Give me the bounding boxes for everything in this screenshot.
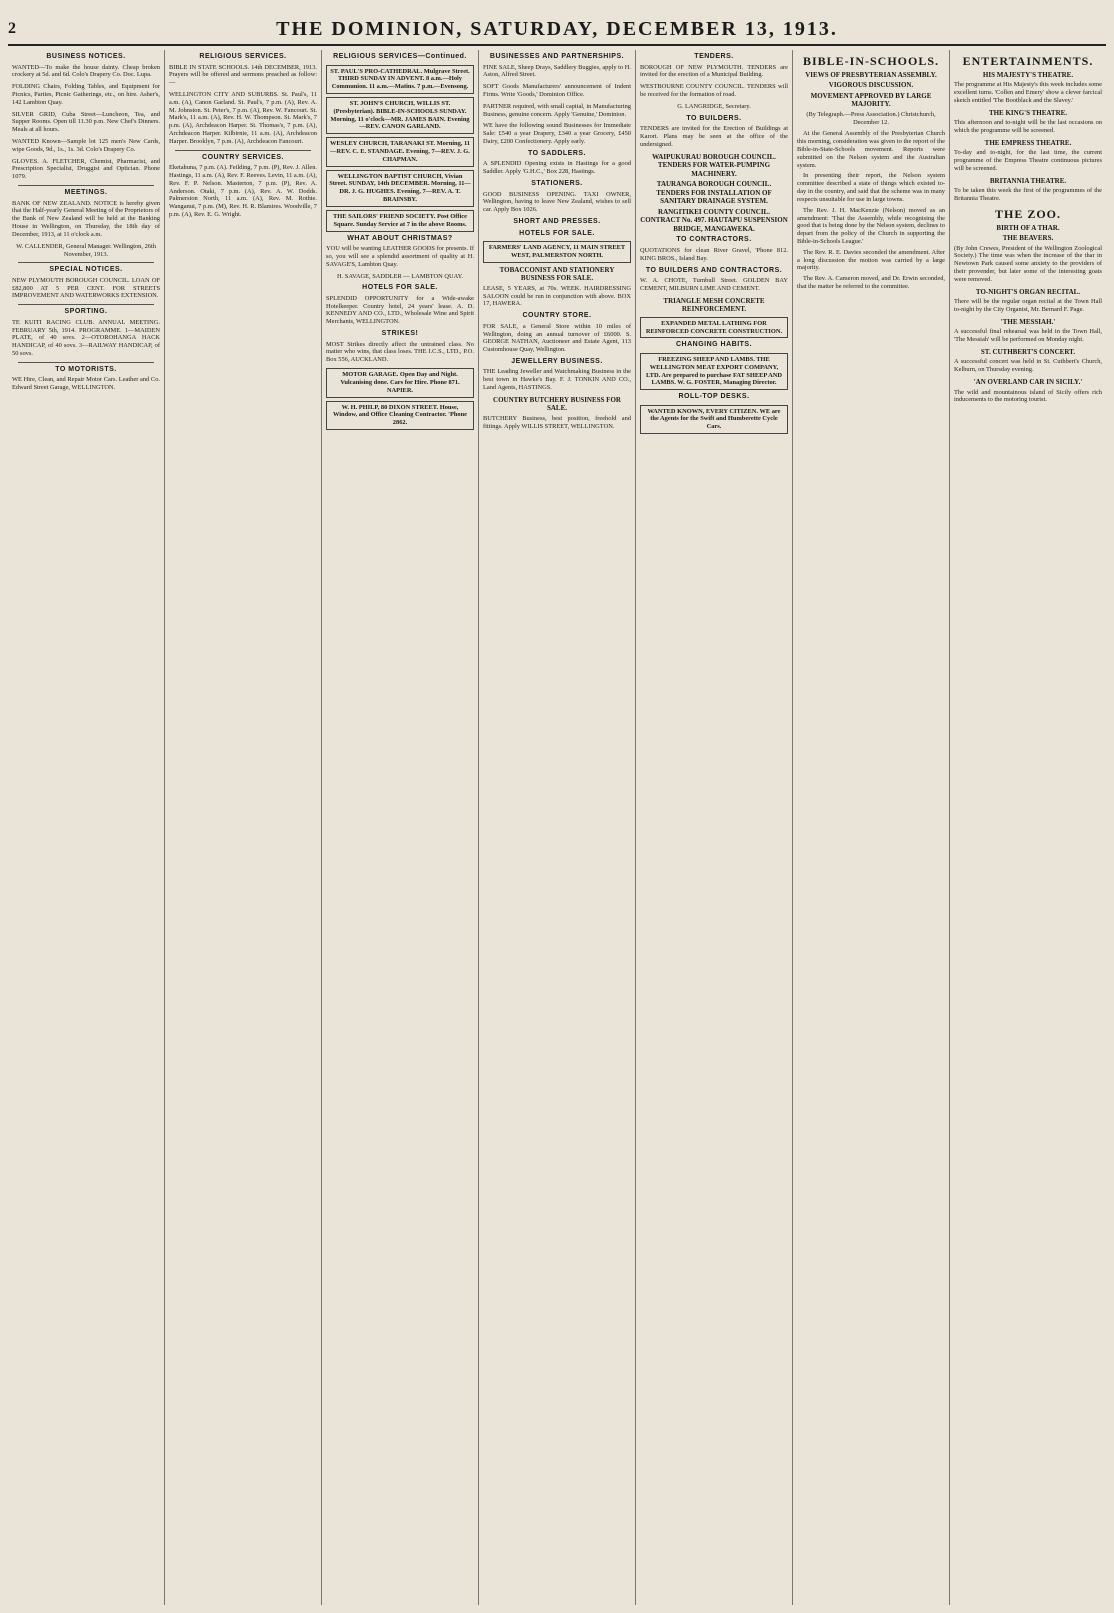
- article-dateline: (By Telegraph.—Press Association.) Christchurch, December 12.: [806, 110, 936, 126]
- article-subheading: THE BEAVERS.: [1002, 234, 1054, 243]
- ad: SPLENDID OPPORTUNITY for a Wide-awake Hotelkeeper. Country hotel, 24 years' lease. A. D. KENNEDY AND CO., LTD., Wholesale Wine and Spirit Merchants, WELLINGTON.: [326, 294, 474, 326]
- church-notice: ST. PAUL'S PRO-CATHEDRAL. Mulgrave Street. THIRD SUNDAY IN ADVENT. 8 a.m.—Holy Communion. 11 a.m.—Matins. 7 p.m.—Evensong.: [326, 65, 474, 94]
- article-paragraph: A successful final rehearsal was held in the Town Hall, 'The Messiah' will be performed on Monday night.: [954, 328, 1102, 344]
- sub-heading: 'AN OVERLAND CAR IN SICILY.': [973, 378, 1083, 387]
- ad: EXPANDED METAL LATHING FOR REINFORCED CONCRETE CONSTRUCTION.: [640, 317, 788, 339]
- sporting-notice: TE KUITI RACING CLUB. ANNUAL MEETING. FEBRUARY 5th, 1914. PROGRAMME. 1—MAIDEN PLATE, of 40 sovs. 2—OTOROHANGA HACK HANDICAP, of 40 sovs. 3—RAILWAY HANDICAP, of 50 sovs.: [12, 318, 160, 358]
- meeting-notice: BANK OF NEW ZEALAND. NOTICE is hereby given that the Half-yearly General Meeting of the Proprietors of the Bank of New Zealand will be held at the Banking House in Wellington, on Thursday, the 18th day of December, 1913, at 11 o'clock a.m.: [12, 199, 160, 238]
- sub-heading: THE EMPRESS THEATRE.: [984, 138, 1072, 147]
- section-heading: RELIGIOUS SERVICES.: [199, 53, 287, 60]
- article-paragraph: A successful concert was held in St. Cuthbert's Church, Kelburn, on Thursday evening.: [954, 358, 1102, 374]
- column-religious-services: [165, 50, 322, 1605]
- meeting-signature: W. CALLENDER, General Manager. Wellington, 26th November, 1913.: [16, 242, 156, 258]
- ad: WE have the following sound Businesses for Immediate Sale: £540 a year Drapery, £340 a year Grocery, £450 Dairy, £200 Confectionery. Apply early.: [483, 122, 631, 146]
- section-heading: RELIGIOUS SERVICES—Continued.: [333, 53, 467, 60]
- section-heading: TO BUILDERS.: [686, 114, 742, 122]
- article-paragraph: At the General Assembly of the Presbyterian Church this morning, consideration was given to the report of the Bible-in-State-Schools movement. Reports were submitted on the Nelson system and the Australian system.: [797, 130, 945, 169]
- sub-heading: 'THE MESSIAH.': [1000, 317, 1056, 326]
- ad: YOU will be wanting LEATHER GOODS for presents. If so, you will see a splendid assortment of quality at H. SAVAGE'S, Lambton Quay.: [326, 245, 474, 268]
- article-subheading: MOVEMENT APPROVED BY LARGE MAJORITY.: [810, 91, 932, 109]
- ad-signature: G. LANGRIDGE, Secretary.: [677, 102, 751, 110]
- ad: SILVER GRID, Cuba Street—Luncheon, Tea, and Supper Rooms. Open till 11.30 p.m. New Chef's Dinners. Meals at all hours.: [12, 110, 160, 134]
- article-paragraph: The Rev. J. H. MacKenzie (Nelson) moved as an amendment: 'That the Assembly, while recognising the good that is being done by the Nelson system, declines to depart from the policy of the Church in supporting the Bible-in-Schools League.': [797, 206, 945, 245]
- article-paragraph: The Rev. A. Cameron moved, and Dr. Erwin seconded, that the matter be referred to the committee.: [797, 275, 945, 290]
- ad: WANTED Known—Sample lot 125 men's New Cards, wipe Goods, 9d., 1s., 1s. 3d. Colo's Drapery Co.: [12, 138, 160, 153]
- section-heading: BUSINESS NOTICES.: [46, 53, 126, 60]
- church-notice: ST. JOHN'S CHURCH, WILLIS ST. (Presbyterian). BIBLE-IN-SCHOOLS SUNDAY. Morning, 11 o'clock—MR. JAMES BAIN. Evening—REV. CANON GARLAND.: [326, 97, 474, 134]
- ad: FOR SALE, a General Store within 10 miles of Wellington, doing an annual turnover of £6000. S. GEORGE NATHAN, Auctioneer and Estate Agent, 113 Customhouse Quay, Wellington.: [483, 322, 631, 354]
- article-headline: THE ZOO.: [994, 206, 1061, 221]
- ad: FOLDING Chairs, Folding Tables, and Equipment for Picnics, Parties, Picnic Gatherings, etc., on hire. Asher's, 142 Lambton Quay.: [12, 83, 160, 106]
- church-notice: WELLINGTON BAPTIST CHURCH, Vivian Street. SUNDAY, 14th DECEMBER. Morning, 11—DR. J. G. HUGHES. Evening, 7—REV. A. T. BRAINSBY.: [326, 170, 474, 207]
- ad: W. H. PHILP, 80 DIXON STREET. House, Window, and Office Cleaning Contractor. 'Phone 2862.: [326, 401, 474, 430]
- sub-heading: TAURANGA BOROUGH COUNCIL. TENDERS FOR INSTALLATION OF SANITARY DRAINAGE SYSTEM.: [656, 180, 772, 206]
- column-entertainments: [950, 50, 1106, 1605]
- ad: WANTED—To make the house dainty. Cheap broken crockery at 5d. and 6d. Colo's Drapery Co. Doc. Lupa.: [12, 63, 160, 79]
- ad: GOOD BUSINESS OPENING. TAXI OWNER, Wellington, having to leave New Zealand, wishes to sell car. Apply Box 1026.: [483, 190, 631, 214]
- ad: MOTOR GARAGE. Open Day and Night. Vulcanising done. Cars for Hire. Phone 871. NAPIER.: [326, 368, 474, 397]
- article-paragraph: The wild and mountainous island of Sicily offers rich inducements to the motoring tourist.: [954, 388, 1102, 404]
- ad: W. A. CHOTE, Turnbull Street. GOLDEN BAY CEMENT, MILBURN LIME AND CEMENT.: [640, 277, 788, 292]
- section-heading: HOTELS FOR SALE.: [519, 229, 595, 237]
- ad: SOFT Goods Manufacturers' announcement of Indent Firms. Write 'Goods,' Dominion Office.: [483, 83, 631, 98]
- ad: WANTED KNOWN, EVERY CITIZEN. WE are the Agents for the Swift and Humberette Cycle Cars.: [640, 405, 788, 434]
- sub-heading: TRIANGLE MESH CONCRETE REINFORCEMENT.: [663, 296, 765, 314]
- ad: FARMERS' LAND AGENCY, 11 MAIN STREET WEST, PALMERSTON NORTH.: [483, 241, 631, 263]
- ad: LEASE, 5 YEARS, at 70s. WEEK. HAIRDRESSING SALOON could be run in conjunction with above. BOX 17, HAWERA.: [483, 284, 631, 308]
- divider: [18, 304, 154, 305]
- sub-heading: TOBACCONIST AND STATIONERY BUSINESS FOR SALE.: [499, 265, 615, 283]
- section-heading: TO CONTRACTORS.: [676, 236, 752, 244]
- column-bible-in-schools: [793, 50, 950, 1605]
- services-list: WELLINGTON CITY AND SUBURBS. St. Paul's, 11 a.m. (A), Canon Garland. St. Paul's, 7 p.m. (A), Rev. A. M. Johnston. St. Peter's, 7 p.m. (A), Rev. W. Fancourt. St. Mark's, 11 a.m. (A), Rev. H. W. Thompson. St. Mark's, 7 p.m. (A), Archdeacon Harper. St. Thomas's, 7 p.m. (A), Archdeacon Harper. Kilbirnie, 11 a.m. (A), Archdeacon Harper. Brooklyn, 7 p.m. (A), Archdeacon Fancourt.: [169, 90, 317, 145]
- ad: QUOTATIONS for clean River Gravel, 'Phone 812. KING BROS., Island Bay.: [640, 246, 788, 262]
- church-notice: WESLEY CHURCH, TARANAKI ST. Morning, 11—REV. C. E. STANDAGE. Evening, 7—REV. J. G. CHAPMAN.: [326, 137, 474, 166]
- ad: THE Leading Jeweller and Watchmaking Business in the best town in Hawke's Bay. F. J. TONKIN AND CO., Land Agents, HASTINGS.: [483, 368, 631, 392]
- ad: BOROUGH OF NEW PLYMOUTH. TENDERS are invited for the erection of a Municipal Building.: [640, 63, 788, 79]
- sub-heading: TO-NIGHT'S ORGAN RECITAL.: [975, 287, 1081, 296]
- section-heading: STATIONERS.: [531, 180, 583, 187]
- masthead: [8, 20, 1106, 46]
- section-heading: SPORTING.: [64, 308, 108, 316]
- ad: PARTNER required, with small capital, in Manufacturing Business, genuine concern. Apply 'Genuine,' Dominion.: [483, 102, 631, 118]
- sub-heading: RANGITIKEI COUNTY COUNCIL. CONTRACT No. 497. HAUTAPU SUSPENSION BRIDGE, MANGAWEKA.: [640, 207, 788, 233]
- ad-signature: H. SAVAGE, SADDLER — LAMBTON QUAY.: [336, 272, 464, 280]
- article-headline: BIBLE-IN-SCHOOLS.: [802, 54, 940, 68]
- divider: [18, 185, 154, 186]
- special-notice: NEW PLYMOUTH BOROUGH COUNCIL. LOAN OF £82,800 AT 5 PER CENT. FOR STREETS IMPROVEMENT AND WATERWORKS EXTENSION.: [12, 276, 160, 300]
- article-subheading: VIEWS OF PRESBYTERIAN ASSEMBLY.: [805, 70, 937, 79]
- section-heading: SHORT AND PRESSES.: [513, 217, 601, 225]
- divider: [18, 362, 154, 363]
- article-paragraph: To be taken this week the first of the programmes of the Britannia Theatre.: [954, 187, 1102, 203]
- country-services: Eketahuna, 7 p.m. (A). Feilding, 7 p.m. (P), Rev. J. Allen. Hastings, 11 a.m. (A), Rev. F. Reeves. Levin, 11 a.m. (A), Rev. F. P. Nelson. Masterton, 7 p.m. (P), Rev. A. Anderson. Otaki, 7 p.m. (A), Rev. A. W. Dodds. Palmerston North, 11 a.m. (A), Rev. M. Rothie. Wanganui, 7 p.m. (M), Rev. H. R. Blamires. Woodville, 7 p.m. (A), Rev. E. G. Wright.: [169, 164, 317, 219]
- motorists-notice: WE Hire, Clean, and Repair Motor Cars. Leather and Co. Edward Street Garage, WELLINGTON.: [12, 376, 160, 392]
- sub-heading: BRITANNIA THEATRE.: [989, 176, 1067, 185]
- sub-heading: WAIPUKURAU BOROUGH COUNCIL. TENDERS FOR WATER-PUMPING MACHINERY.: [652, 152, 776, 178]
- article-paragraph: The Rev. R. E. Davies seconded the amendment. After a long discussion the motion was carried by a large majority.: [797, 248, 945, 272]
- column-business-notices: [8, 50, 165, 1605]
- column-businesses: [479, 50, 636, 1605]
- section-heading: CHANGING HABITS.: [675, 341, 753, 349]
- divider: [18, 262, 154, 263]
- sub-heading: ST. CUTHBERT'S CONCERT.: [980, 347, 1076, 356]
- column-religious-continued: [322, 50, 479, 1605]
- section-heading: SPECIAL NOTICES.: [49, 266, 123, 274]
- column-tenders: [636, 50, 793, 1605]
- section-heading: WHAT ABOUT CHRISTMAS?: [347, 234, 453, 242]
- section-heading: TO MOTORISTS.: [55, 365, 117, 373]
- section-heading: JEWELLERY BUSINESS.: [511, 357, 603, 365]
- section-heading: HOTELS FOR SALE.: [362, 284, 438, 292]
- ad: A SPLENDID Opening exists in Hastings for a good Saddler. Apply 'G.H.C.,' Box 228, Hastings.: [483, 160, 631, 176]
- ad: MOST Strikes directly affect the untrained class. No matter who wins, that class loses. THE I.C.S., LTD., P.O. Box 556, AUCKLAND.: [326, 340, 474, 364]
- page-number: 2: [8, 20, 16, 37]
- ad: TENDERS are invited for the Erection of Buildings at Karori. Plans may be seen at the office of the undersigned.: [640, 125, 788, 148]
- article-subheading: VIGOROUS DISCUSSION.: [828, 81, 914, 90]
- article-paragraph: (By John Crewes, President of the Wellington Zoological Society.) The time was when the increase of the thar in Newtown Park caused some anxiety to the providers of their provender, but later some of the interesting goats were removed.: [954, 244, 1102, 283]
- article-paragraph: To-day and to-night, for the last time, the current programme of the Empress Theatre continuous pictures will be screened.: [954, 149, 1102, 172]
- article-headline: ENTERTAINMENTS.: [962, 54, 1094, 68]
- sub-heading: THE KING'S THEATRE.: [988, 108, 1068, 117]
- article-paragraph: This afternoon and to-night will be the last occasions on which the programme will be screened.: [954, 119, 1102, 134]
- ad: FREEZING SHEEP AND LAMBS. THE WELLINGTON MEAT EXPORT COMPANY, LTD. Are prepared to purchase FAT SHEEP AND LAMBS. W. G. FOSTER, Managing Director.: [640, 353, 788, 390]
- section-heading: TO BUILDERS AND CONTRACTORS.: [645, 266, 783, 274]
- columns: [8, 50, 1106, 1605]
- section-heading: BUSINESSES AND PARTNERSHIPS.: [489, 53, 625, 60]
- sub-heading: HIS MAJESTY'S THEATRE.: [982, 70, 1074, 79]
- section-heading: MEETINGS.: [64, 189, 108, 197]
- article-paragraph: The programme at His Majesty's this week includes some excellent turns. 'Collen and Emery' show a clever farcical sketch entitled 'The Bootblack and the Slavey.': [954, 81, 1102, 104]
- section-heading: STRIKES!: [381, 330, 419, 338]
- section-heading: TO SADDLERS.: [528, 149, 586, 157]
- sub-heading: COUNTRY BUTCHERY BUSINESS FOR SALE.: [493, 395, 621, 413]
- ad: FINE SALE, Sheep Drays, Saddlery Buggies, apply to H. Aston, Alfred Street.: [483, 63, 631, 79]
- section-heading: ROLL-TOP DESKS.: [678, 393, 750, 401]
- newspaper-title: THE DOMINION, SATURDAY, DECEMBER 13, 1913.: [276, 18, 838, 40]
- section-heading: TENDERS.: [694, 53, 734, 60]
- section-heading: COUNTRY STORE.: [522, 312, 592, 320]
- ad: WESTBOURNE COUNTY COUNCIL. TENDERS will be received for the formation of road.: [640, 83, 788, 98]
- article-paragraph: In presenting their report, the Nelson system committee described a state of things which existed to-day in the country, and said that the scheme was in many respects unsuitable for use in large towns.: [797, 172, 945, 203]
- section-heading: COUNTRY SERVICES.: [202, 153, 284, 161]
- ad: BUTCHERY Business, best position, freehold and fittings. Apply WILLIS STREET, WELLINGTON.: [483, 414, 631, 430]
- services-intro: BIBLE IN STATE SCHOOLS. 14th DECEMBER, 1913. Prayers will be offered and sermons preached as follow:—: [169, 63, 317, 87]
- church-notice: THE SAILORS' FRIEND SOCIETY. Post Office Square. Sunday Service at 7 in the above Rooms.: [326, 210, 474, 232]
- ad: GLOVES. A. FLETCHER, Chemist, Pharmacist, and Prescription Specialist, Druggist and Optician. Phone 1079.: [12, 157, 160, 181]
- divider: [175, 150, 311, 151]
- article-paragraph: There will be the regular organ recital at the Town Hall to-night by the City Organist, Mr. Bernard F. Page.: [954, 298, 1102, 313]
- article-subheading: BIRTH OF A THAR.: [996, 223, 1060, 232]
